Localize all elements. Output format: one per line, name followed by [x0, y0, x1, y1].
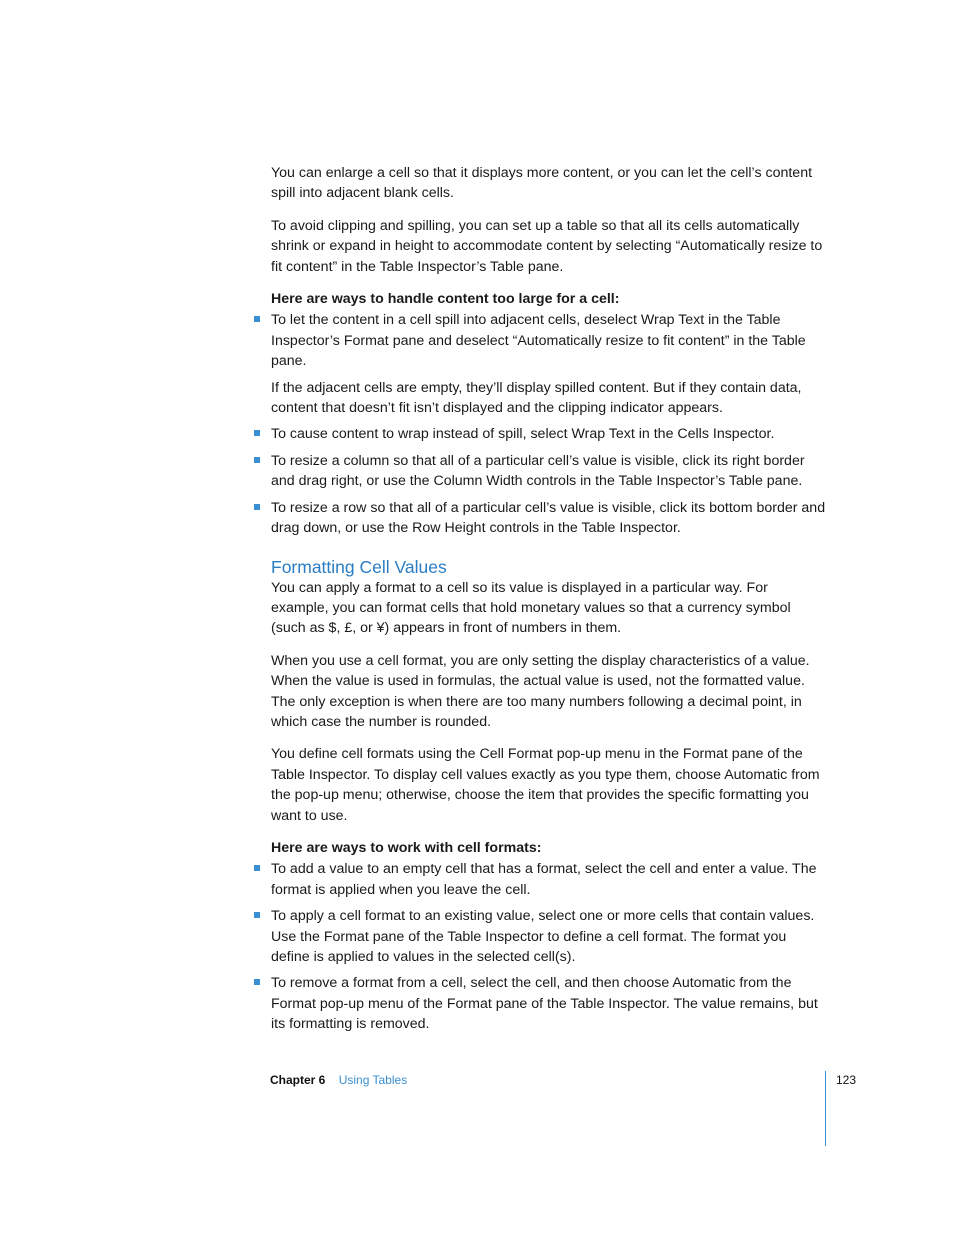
list-item-text: To let the content in a cell spill into adjacent cells, deselect Wrap Text in the Table Inspector’s Format pane and deselect “Automatically resize to fit content” in the Table pane.	[271, 312, 806, 370]
list1-lead: Here are ways to handle content too large for a cell:	[271, 291, 620, 308]
page-number: 123	[836, 1073, 857, 1087]
list-item-subtext: If the adjacent cells are empty, they’ll display spilled content. But if they contain data, content that doesn’t fit isn’t displayed and the clipping indicator appears.	[271, 379, 802, 417]
list-item	[271, 859, 827, 900]
list-item	[271, 424, 827, 444]
list-item-text: To add a value to an empty cell that has a format, select the cell and enter a value. The format is applied when you leave the cell.	[271, 861, 817, 898]
list-item	[271, 906, 827, 967]
intro-paragraph-2: To avoid clipping and spilling, you can set up a table so that all its cells automatically shrink or expand in height to accommodate content by selecting “Automatically resize to fit content” in the Table Inspector’s Table pane.	[271, 217, 823, 275]
list-item-text: To remove a format from a cell, select the cell, and then choose Automatic from the Format pop-up menu of the Format pane of the Table Inspector. The value remains, but its formatting is removed.	[271, 975, 818, 1033]
list-item	[271, 498, 827, 539]
page-footer	[270, 1071, 407, 1089]
list-item-text: To resize a column so that all of a particular cell’s value is visible, click its right border and drag right, or use the Column Width controls in the Table Inspector’s Table pane.	[271, 452, 805, 490]
page-body	[271, 163, 827, 1041]
intro-paragraph-1: You can enlarge a cell so that it displays more content, or you can let the cell’s content spill into adjacent blank cells.	[271, 165, 813, 202]
list-item	[271, 310, 827, 418]
list-item	[271, 451, 827, 492]
chapter-label: Chapter 6	[270, 1073, 326, 1087]
section-paragraph-1: You can apply a format to a cell so its value is displayed in a particular way. For example, you can format cells that hold monetary values so that a currency symbol (such as $, £, or ¥) appears in front of numbers in them.	[271, 579, 791, 637]
footer-divider	[825, 1071, 826, 1146]
list-item-text: To cause content to wrap instead of spill, select Wrap Text in the Cells Inspector.	[271, 426, 775, 443]
list-item-text: To resize a row so that all of a particular cell’s value is visible, click its bottom border and drag down, or use the Row Height controls in the Table Inspector.	[271, 499, 826, 537]
list-item-text: To apply a cell format to an existing value, select one or more cells that contain values. Use the Format pane of the Table Inspector to define a cell format. The format you define is applied to values in the selected cell(s).	[271, 908, 815, 965]
list-item	[271, 973, 827, 1034]
section-paragraph-2: When you use a cell format, you are only setting the display characteristics of a value. When the value is used in formulas, the actual value is used, not the formatted value. The only exception is when there are too many numbers following a decimal point, in which case the number is rounded.	[271, 652, 810, 730]
section-heading: Formatting Cell Values	[271, 556, 447, 577]
chapter-title-link[interactable]: Using Tables	[338, 1073, 408, 1087]
section-paragraph-3: You define cell formats using the Cell Format pop-up menu in the Format pane of the Table Inspector. To display cell values exactly as you type them, choose Automatic from the pop-up menu; otherwise, choose the item that provides the specific formatting you want to use.	[271, 746, 820, 824]
list2-lead: Here are ways to work with cell formats:	[271, 839, 542, 856]
